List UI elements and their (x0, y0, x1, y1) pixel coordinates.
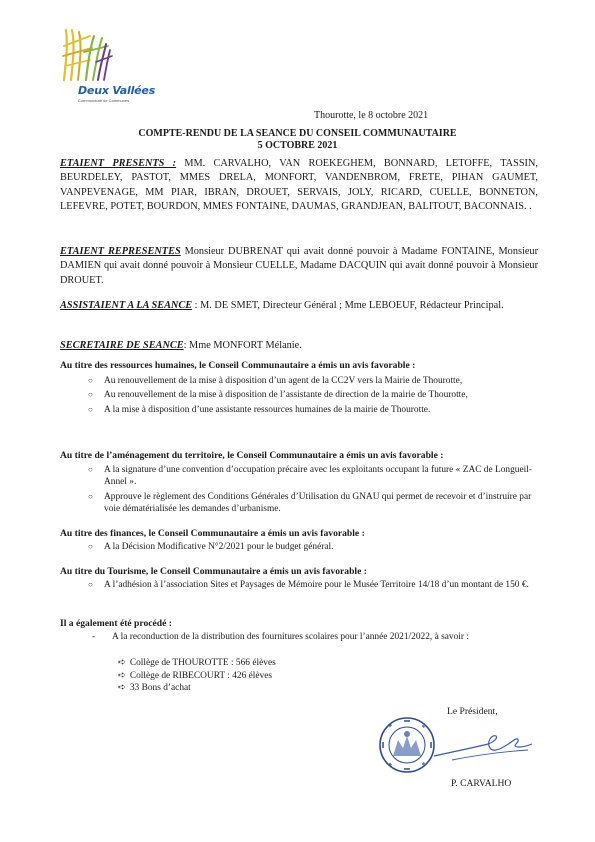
circle-bullet-icon: ○ (88, 491, 93, 501)
supplies-list (118, 657, 276, 695)
section-heading-finance: Au titre des finances, le Conseil Communautaire a émis un avis favorable : (60, 528, 365, 539)
list-item: ➪ Collège de RIBECOURT : 426 élèves (118, 670, 273, 681)
document-date: Thourotte, le 8 octobre 2021 (314, 110, 429, 121)
president-label: Le Président, (447, 706, 498, 717)
section-heading-planning: Au titre de l’aménagement du territoire, le Conseil Communautaire a émis un avis favorable : (60, 450, 444, 461)
attendees-assisting-text: : M. DE SMET, Directeur Général ; Mme LEBOEUF, Rédacteur Principal. (192, 300, 504, 311)
attendees-assisting (60, 299, 538, 313)
arrow-bullet-icon: ➪ (118, 683, 126, 694)
meeting-secretary (60, 339, 538, 353)
list-item: ➪ 33 Bons d’achat (118, 683, 191, 694)
circle-bullet-icon: ○ (88, 580, 93, 589)
list-item: ○ A la Décision Modificative N°2/2021 pour le budget général. (88, 542, 334, 552)
attendees-present-text: MM. CARVALHO, VAN ROEKEGHEM, BONNARD, LETOFFE, TASSIN, BEURDELEY, PASTOT, MMES DRELA, MONFORT, VANDENBROM, FRETE, PIHAN GAUMET, VANPEVENAGE, MM PIAR, IBRAN, DROUET, SERVAIS, JOLY, RICARD, CUELLE, BONNETON, LEFEVRE, POTET, BOURDON, MMES FONTAINE, DAUMAS, GRANDJEAN, BALITOUT, BACONNAIS. . (60, 158, 538, 212)
circle-bullet-icon: ○ (88, 542, 93, 551)
section-heading-hr: Au titre des ressources humaines, le Conseil Communautaire a émis un avis favorable : (60, 360, 416, 371)
list-item: ○ A l’adhésion à l’association Sites et Paysages de Mémoire pour le Musée Territoire 14/18 d’un montant de 150 €. (88, 580, 529, 590)
circle-bullet-icon: ○ (88, 465, 93, 474)
circle-bullet-icon: ○ (88, 404, 93, 414)
meeting-secretary-text: : Mme MONFORT Mélanie. (183, 340, 302, 351)
list-item: ○ Au renouvellement de la mise à disposition d’un agent de la CC2V vers la Mairie de Thourotte, (88, 376, 463, 386)
arrow-bullet-icon: ➪ (118, 658, 126, 668)
official-seal-icon (378, 716, 436, 774)
attendees-assisting-label: ASSISTAIENT A LA SEANCE (60, 300, 193, 311)
logo-subtitle: Communauté de Communes (78, 98, 130, 103)
document-title: COMPTE-RENDU DE LA SEANCE DU CONSEIL COMMUNAUTAIRE (138, 128, 457, 139)
handwritten-signature-icon (432, 722, 542, 772)
attendees-represented-text: Monsieur DUBRENAT qui avait donné pouvoir à Madame FONTAINE, Monsieur DAMIEN qui avait donné pouvoir à Monsieur CUELLE, Madame DACQUIN qui avait donné pouvoir à Monsieur DROUET. (60, 246, 538, 286)
also-item (92, 631, 540, 643)
dash-bullet-icon: - (92, 632, 96, 642)
arrow-bullet-icon: ➪ (118, 670, 126, 681)
section-list-planning (88, 464, 540, 518)
logo-caption (78, 84, 178, 103)
attendees-represented-label: ETAIENT REPRESENTES (60, 246, 181, 257)
section-heading-also: Il a également été procédé : (60, 618, 172, 629)
attendees-present-label: ETAIENT PRESENTS : (60, 158, 177, 169)
section-list-hr (88, 375, 540, 418)
circle-bullet-icon: ○ (88, 376, 93, 385)
document-title-date: 5 OCTOBRE 2021 (257, 140, 338, 151)
also-item-text: A la reconduction de la distribution des fournitures scolaires pour l’année 2021/2022, à savoir : (112, 632, 469, 642)
circle-bullet-icon: ○ (88, 390, 93, 400)
section-list-finance (88, 541, 540, 555)
list-item: ○ Approuve le règlement des Conditions Générales d’Utilisation du GNAU qui permet de recevoir et d’instruire par voie dématérialisée les demandes d’urbanisme. (88, 491, 532, 515)
list-item: ○ A la signature d’une convention d’occupation précaire avec les exploitants occupant la future « ZAC de Longueil-Annel ». (88, 465, 532, 488)
meeting-secretary-label: SECRETAIRE DE SEANCE (60, 340, 184, 351)
signer-name: P. CARVALHO (451, 778, 512, 789)
list-item: ➪ Collège de THOUROTTE : 566 élèves (118, 658, 276, 668)
attendees-present (60, 157, 538, 214)
logo-name: Deux Vallées (78, 84, 156, 97)
attendees-represented (60, 245, 538, 288)
section-list-tourism (88, 579, 540, 593)
list-item: ○ A la mise à disposition d’une assistante ressources humaines de la mairie de Thourotte. (88, 404, 431, 415)
deux-vallees-logo (60, 22, 170, 132)
list-item: ○ Au renouvellement de la mise à disposition de l’assistante de direction de la mairie de Thourotte, (88, 390, 468, 401)
section-heading-tourism: Au titre du Tourisme, le Conseil Communautaire a émis un avis favorable : (60, 566, 367, 577)
